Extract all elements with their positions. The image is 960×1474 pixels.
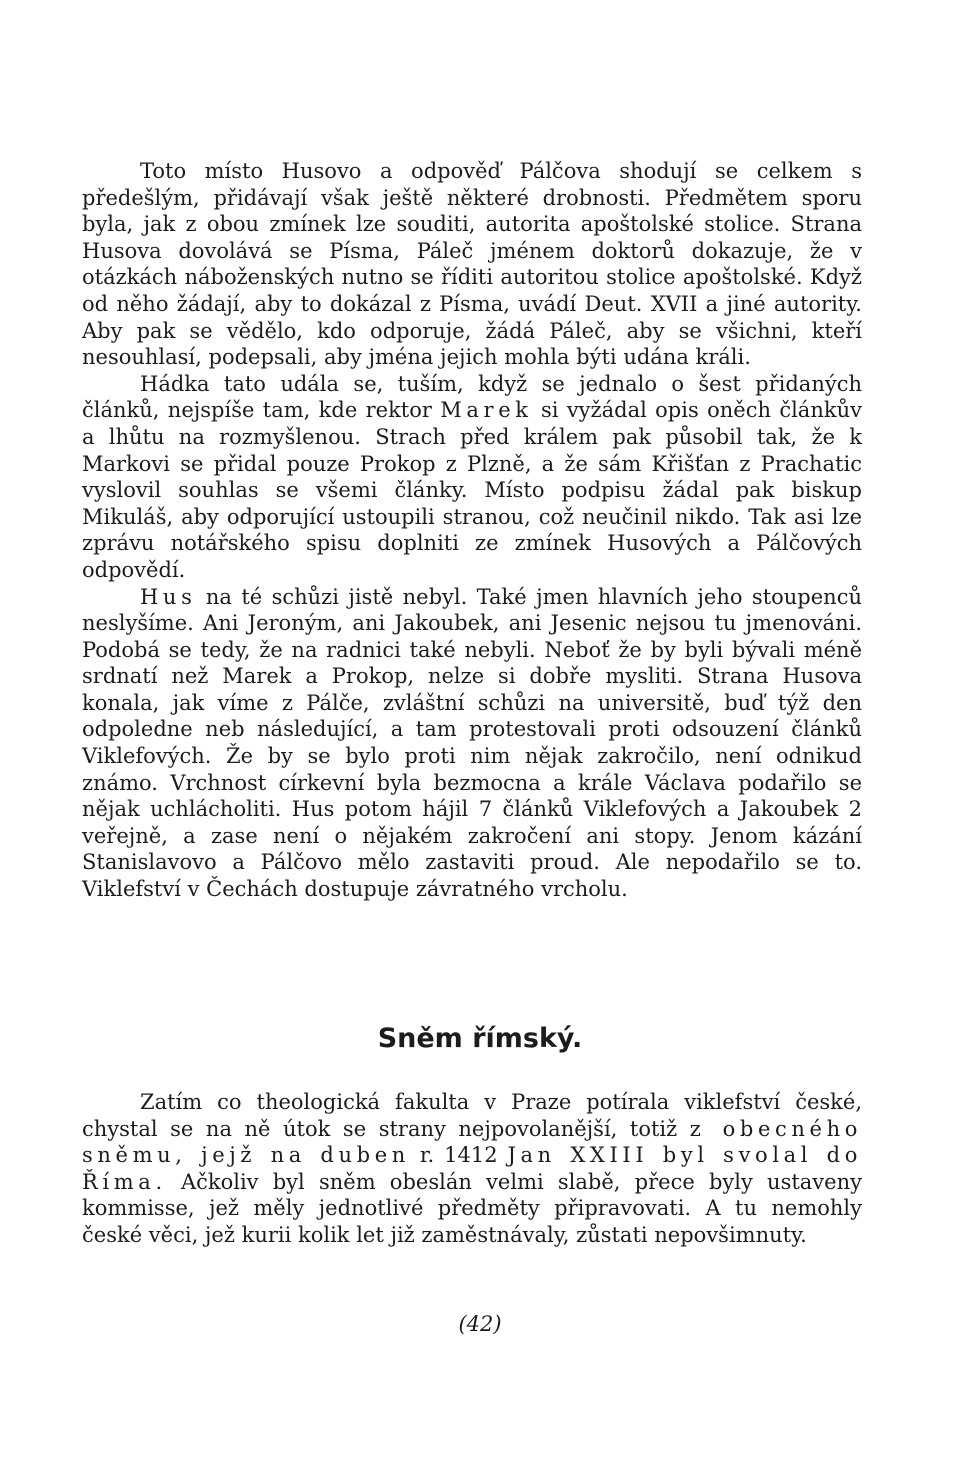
main-text [82,158,862,903]
section-paragraph-1-end: Ačkoliv byl sněm obeslán velmi slabě, přece byly ustaveny kommisse, jež měly jednotlivé předměty připravovati. A tu nemohly české věci, jež kurii kolik let již zaměstnávaly, zůstati nepovšimnuty. [82,1169,862,1247]
section-paragraph-1-start: Zatím co theologická fakulta v Praze potírala viklefství české, chystal se na ně útok se strany nejpovolanější, totiž [82,1090,862,1141]
paragraph-3 [82,584,862,903]
page-number: (42) [458,1312,502,1336]
name-hus: Hus [140,584,197,609]
section-text [82,1089,862,1249]
paragraph-2 [82,371,862,584]
paragraph-2-start: Hádka tato udála se, tuším, když se jednalo o šest přidaných článků, nejspíše tam, kde rektor [82,371,862,423]
section-heading: Sněm římský. [377,1023,583,1054]
paragraph-1 [82,158,862,371]
paragraph-1-text: Toto místo Husovo a odpověď Pálčova shodují se celkem s předešlým, přidávají však ještě některé drobnosti. Předmětem sporu byla, jak z obou zmínek lze souditi, autorita apoštolské stolice. Strana Husova dovolává se Písma, Páleč jménem doktorů dokazuje, že v otázkách náboženských nutno se říditi autoritou stolice apoštolské. Když od něho žádají, aby to dokázal z Písma, uvádí Deut. XVII a jiné autority. Aby pak se vědělo, kdo odporuje, žádá Páleč, aby se všichni, kteří nesouhlasí, podepsali, aby jména jejich mohla býti udána králi. [82,159,862,370]
name-marek: Marek [440,398,533,423]
paragraph-2-end: si vyžádal opis oněch článkův a lhůtu na rozmyšlenou. Strach před králem pak působil tak, že k Markovi se přidal pouze Prokop z Plzně, a že sám Křišťan z Prachatic vyslovil souhlas se všemi články. Místo podpisu žádal pak biskup Mikuláš, aby odporující ustoupili stranou, což neučinil nikdo. Tak asi lze zprávu notářského spisu doplniti ze zmínek Husových a Pálčových odpovědí. [82,398,862,582]
spaced-phrase-2: Jan XXIII byl svolal do Říma. [82,1143,862,1194]
section-paragraph-1 [82,1089,862,1249]
spaced-phrase-1: z obecného sněmu, jejž na duben [82,1116,862,1168]
date-reference: r. 1412 [419,1143,498,1168]
paragraph-3-text: na té schůzi jistě nebyl. Také jmen hlavních jeho stoupenců neslyšíme. Ani Jeroným, ani Jakoubek, ani Jesenic nejsou tu jmenováni. Podobá se tedy, že na radnici také nebyli. Neboť že by byli bývali méně srdnatí než Marek a Prokop, nelze si dobře mysliti. Strana Husova konala, jak víme z Pálče, zvláštní schůzi na universitě, buď týž den odpoledne neb následující, a tam protestovali proti odsouzení článků Viklefových. Že by se bylo proti nim nějak zakročilo, není odnikud známo. Vrchnost církevní byla bezmocna a krále Václava podařilo se nějak uchlácholiti. Hus potom hájil 7 článků Viklefových a Jakoubek 2 veřejně, a zase není o nějakém zakročení ani stopy. Jenom kázání Stanislavovo a Pálčovo mělo zastaviti proud. Ale nepodařilo se to. Viklefství v Čechách dostupuje závratného vrcholu. [82,584,862,902]
